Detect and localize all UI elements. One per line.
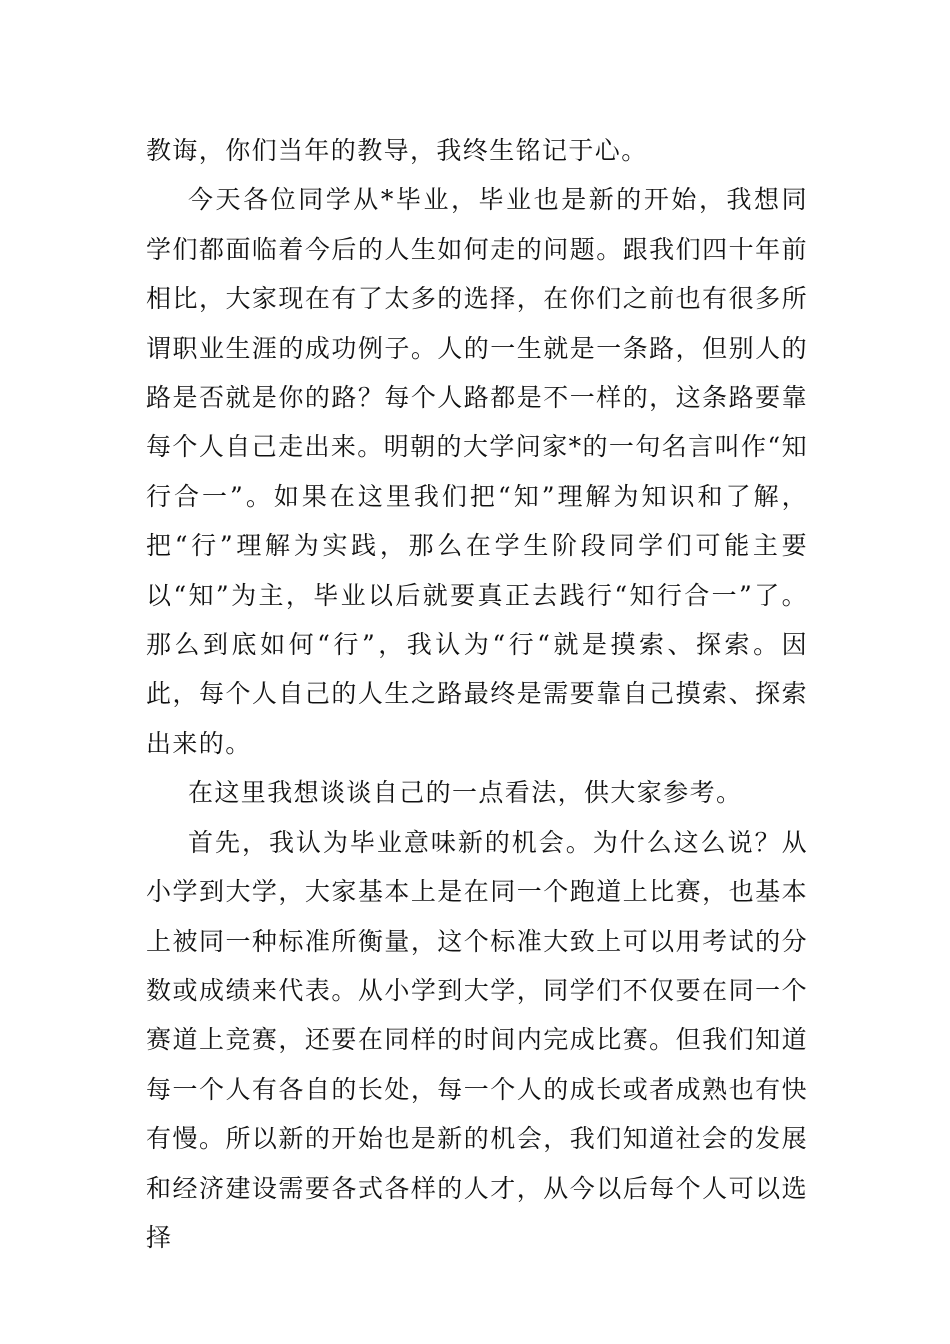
paragraph-3: 在这里我想谈谈自己的一点看法，供大家参考。 [188,778,743,808]
paragraph-2: 今天各位同学从*毕业，毕业也是新的开始，我想同学们都面临着今后的人生如何走的问题。跟我们四十年前相比，大家现在有了太多的选择，在你们之前也有很多所谓职业生涯的成功例子。人的一生就是一条路，但别人的路是否就是你的路？每个人路都是不一样的，这条路要靠每个人自己走出来。明朝的大学问家*的一句名言叫作“知行合一”。如果在这里我们把“知”理解为知识和了解，把“行”理解为实践，那么在学生阶段同学们可能主要以“知”为主，毕业以后就要真正去践行“知行合一”了。那么到底如何“行”，我认为“行“就是摸索、探索。因此，每个人自己的人生之路最终是需要靠自己摸索、探索出来的。 [146,185,808,758]
document-body [146,126,808,1262]
paragraph-1: 教诲，你们当年的教导，我终生铭记于心。 [146,136,648,165]
paragraph-4: 首先，我认为毕业意味新的机会。为什么这么说？从小学到大学，大家基本上是在同一个跑道上比赛，也基本上被同一种标准所衡量，这个标准大致上可以用考试的分数或成绩来代表。从小学到大学，同学们不仅要在同一个赛道上竞赛，还要在同样的时间内完成比赛。但我们知道每一个人有各自的长处，每一个人的成长或者成熟也有快有慢。所以新的开始也是新的机会，我们知道社会的发展和经济建设需要各式各样的人才，从今以后每个人可以选择 [146,827,808,1252]
